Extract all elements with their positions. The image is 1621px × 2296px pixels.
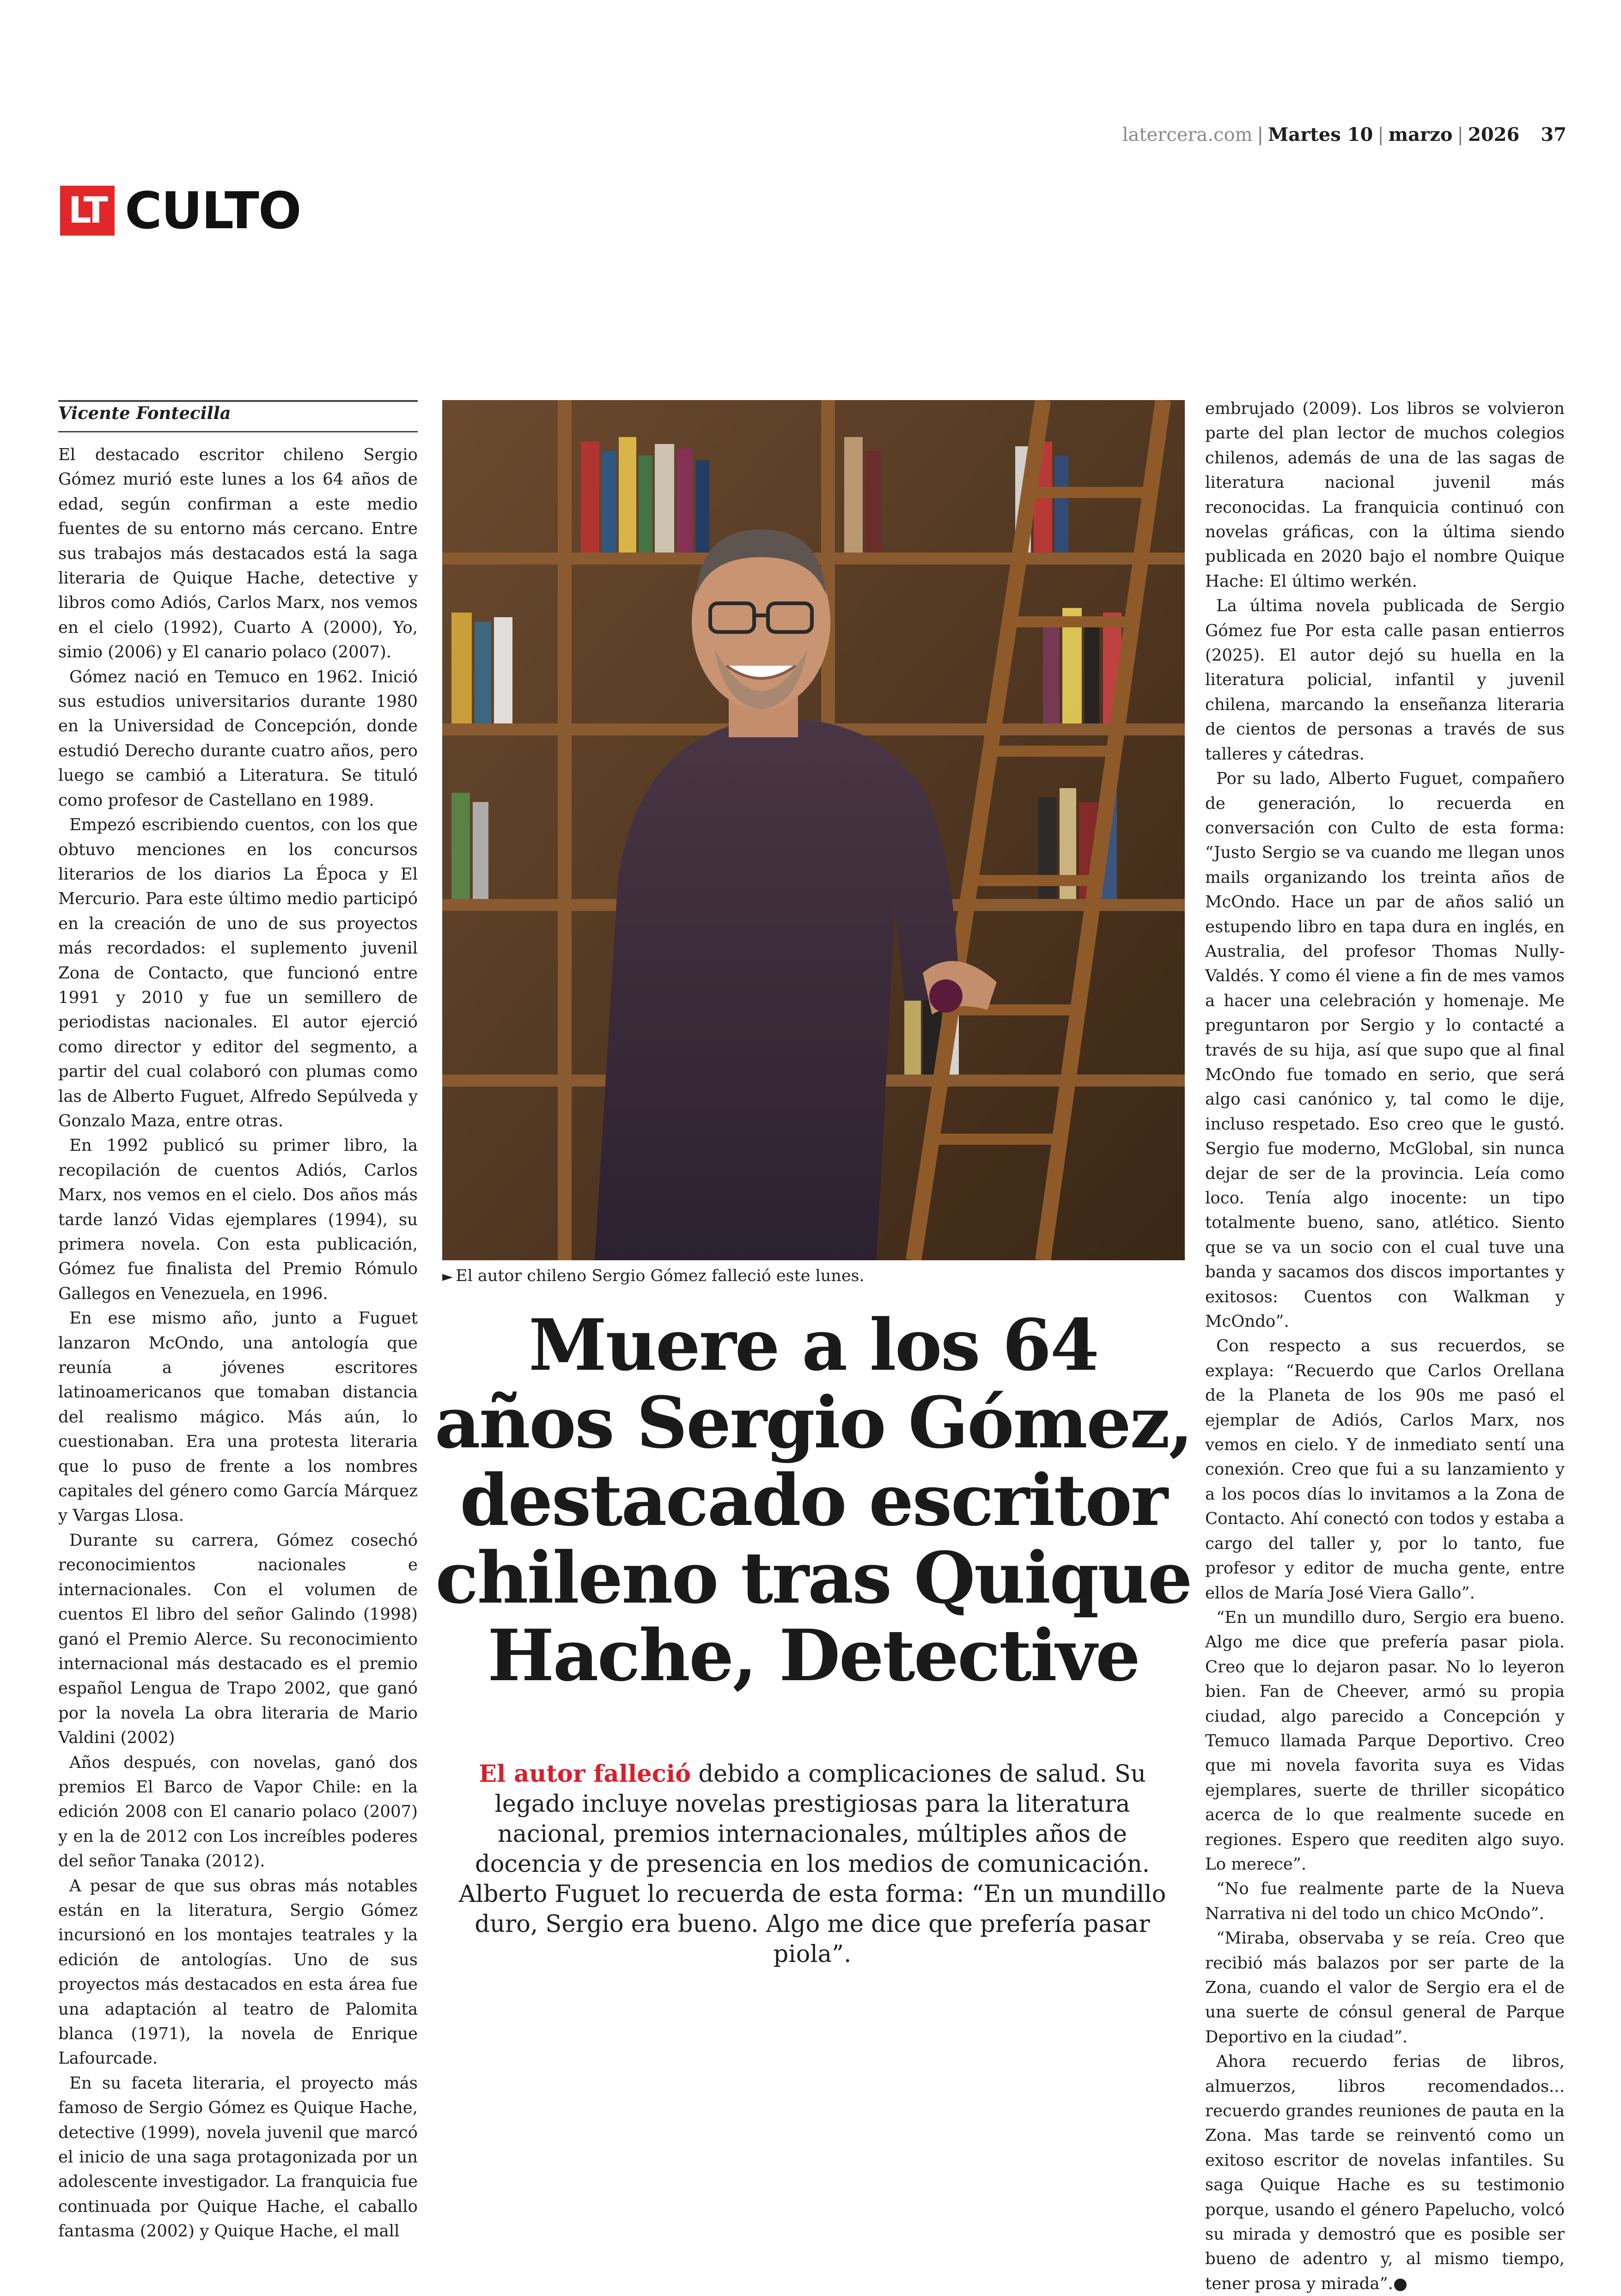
- site-name: latercera.com: [1122, 124, 1253, 146]
- paragraph: En ese mismo año, junto a Fuguet lanzaron McOndo, una antología que reunía a jóvenes escritores latinoamericanos que tomaban distancia del realismo mágico. Más aún, lo cuestionaban. Era una protesta literaria que lo puso de frente a los nombres capitales del género como García Márquez y Vargas Llosa.: [58, 1309, 418, 1525]
- deck-lead: El autor falleció: [479, 1760, 691, 1788]
- byline: Vicente Fontecilla: [58, 403, 231, 423]
- paragraph: Años después, con novelas, ganó dos premios El Barco de Vapor Chile: en la edición 2008 con El canario polaco (2007) y en la de 2012 con Los increíbles poderes del señor Tanaka (2012).: [58, 1753, 418, 1871]
- paragraph: La última novela publicada de Sergio Gómez fue Por esta calle pasan entierros (2025). El autor dejó su huella en la literatura policial, infantil y juvenil chilena, marcando la enseñanza literaria de cientos de personas a través de sus talleres y cátedras.: [1205, 596, 1565, 764]
- date-month: marzo: [1388, 124, 1453, 146]
- deck-text: debido a complicaciones de salud. Su legado incluye novelas prestigiosas para la literatura nacional, premios internacionales, múltiples años de docencia y de presencia en los medios de comunicación. Alberto Fuguet lo recuerda de esta forma: “En un mundillo duro, Sergio era bueno. Algo me dice que prefería pasar piola”.: [458, 1761, 1166, 1968]
- byline-top-rule: [58, 400, 418, 402]
- lt-logo: LT: [60, 186, 115, 236]
- page-folio: latercera.com | Martes 10 | marzo | 2026 37: [1122, 124, 1566, 146]
- paragraph: En su faceta literaria, el proyecto más famoso de Sergio Gómez es Quique Hache, detective (1999), novela juvenil que marcó el inicio de una saga protagonizada por un adolescente investigador. La franquicia fue continuada por Quique Hache, el caballo fantasma (2002) y Quique Hache, el mall: [58, 2073, 418, 2241]
- paragraph: “No fue realmente parte de la Nueva Narrativa ni del todo un chico McOndo”.: [1205, 1879, 1565, 1923]
- paragraph: El destacado escritor chileno Sergio Gómez murió este lunes a los 64 años de edad, según confirman a este medio fuentes de su entorno más cercano. Entre sus trabajos más destacados está la saga literaria de Quique Hache, detective y libros como Adiós, Carlos Marx, nos vemos en el cielo (1992), Cuarto A (2000), Yo, simio (2006) y El canario polaco (2007).: [58, 445, 418, 662]
- caption-marker-icon: ►: [442, 1269, 453, 1285]
- byline-bottom-rule: [58, 431, 418, 432]
- date-day: Martes 10: [1268, 124, 1373, 146]
- paragraph: Empezó escribiendo cuentos, con los que obtuvo menciones en los concursos literarios de los diarios La Época y El Mercurio. Para este último medio participó en la creación de uno de sus proyectos más recordados: el suplemento juvenil Zona de Contacto, que funcionó entre 1991 y 2010 y fue un semillero de periodistas nacionales. El autor ejerció como director y editor del segmento, a partir del cual colaboró con plumas como las de Alberto Fuguet, Alfredo Sepúlveda y Gonzalo Maza, entre otras.: [58, 815, 418, 1130]
- paragraph: Por su lado, Alberto Fuguet, compañero de generación, lo recuerda en conversación con Culto de esta forma: “Justo Sergio se va cuando me llegan unos mails organizando los treinta años de McOndo. Hace un par de años salió un estupendo libro en tapa dura en inglés, en Australia, del profesor Thomas Nully-Valdés. Y como él viene a fin de mes vamos a hacer una celebración y homenaje. Me preguntaron por Sergio y lo contacté a través de su hija, así que supo que al final McOndo fue tomado en serio, que será algo casi canónico y, tal como le dije, incluso respetado. Eso creo que le gustó. Sergio fue moderno, McGlobal, sin nunca dejar de ser de la provincia. Leía como loco. Tenía algo inocente: un tipo totalmente bueno, sano, atlético. Siento que se va un socio con el cual tuve una banda y sacamos dos discos importantes y exitosos: Cuentos con Walkman y McOndo”.: [1205, 769, 1565, 1331]
- article-column-right: [1205, 396, 1565, 2296]
- date-year: 2026: [1468, 124, 1520, 146]
- photo-caption: [442, 1267, 865, 1285]
- paragraph: Gómez nació en Temuco en 1962. Inició sus estudios universitarios durante 1980 en la Universidad de Concepción, donde estudió Derecho durante cuatro años, pero luego se cambió a Literatura. Se tituló como profesor de Castellano en 1989.: [58, 667, 418, 810]
- section-name: CULTO: [125, 181, 301, 240]
- headline: Muere a los 64 años Sergio Gómez, destacado escritor chileno tras Quique Hache, Detective: [434, 1304, 1192, 1697]
- paragraph: Con respecto a sus recuerdos, se explaya: “Recuerdo que Carlos Orellana de la Planeta de los 90s me pasó el ejemplar de Adiós, Carlos Marx, nos vemos en cielo. Y de inmediato sentí una conexión. Creo que fui a su lanzamiento y a los pocos días lo invitamos a la Zona de Contacto. Ahí conectó con todos y estaba a cargo del taller y, por lo tanto, fue profesor y editor de mucha gente, entre ellos de María José Viera Gallo”.: [1205, 1336, 1565, 1603]
- paragraph: En 1992 publicó su primer libro, la recopilación de cuentos Adiós, Carlos Marx, nos vemos en el cielo. Dos años más tarde lanzó Vidas ejemplares (1994), su primera novela. Con esta publicación, Gómez fue finalista del Premio Rómulo Gallegos en Venezuela, en 1996.: [58, 1136, 418, 1303]
- deck: [443, 1759, 1182, 1969]
- paragraph: “Miraba, observaba y se reía. Creo que recibió más balazos por ser parte de la Zona, cuando el valor de Sergio era el de una suerte de cónsul general de Parque Deportivo en la ciudad”.: [1205, 1929, 1565, 2047]
- paragraph: A pesar de que sus obras más notables están en la literatura, Sergio Gómez incursionó en los montajes teatrales y la edición de antologías. Uno de sus proyectos más destacados en esta área fue una adaptación al teatro de Palomita blanca (1971), la novela de Enrique Lafourcade.: [58, 1876, 418, 2068]
- paragraph: embrujado (2009). Los libros se volvieron parte del plan lector de muchos colegios chilenos, además de una de las sagas de literatura nacional juvenil más reconocidas. La franquicia continuó con novelas gráficas, con la última siendo publicada en 2020 bajo el nombre Quique Hache: El último werkén.: [1205, 399, 1565, 591]
- page-number: 37: [1541, 124, 1566, 146]
- paragraph: Ahora recuerdo ferias de libros, almuerzos, libros recomendados... recuerdo grandes reuniones de pauta en la Zona. Mas tarde se reinventó como un exitoso escritor de novelas infantiles. Su saga Quique Hache es su testimonio porque, usando el género Papelucho, volcó su mirada y demostró que es posible ser bueno de adentro y, al mismo tiempo, tener prosa y mirada”.: [1205, 2052, 1565, 2293]
- caption-text: El autor chileno Sergio Gómez falleció este lunes.: [456, 1267, 865, 1285]
- end-mark-icon: ●: [1393, 2274, 1408, 2293]
- author-portrait-photo: [442, 400, 1185, 1260]
- paragraph: “En un mundillo duro, Sergio era bueno. Algo me dice que prefería pasar piola. Creo que lo dejaron pasar. No lo leyeron bien. Fan de Cheever, armó su propia ciudad, algo parecido a Concepción y Temuco llamada Parque Deportivo. Creo que mi novela favorita suya es Vidas ejemplares, suerte de thriller sicopático acerca de lo que realmente sucede en regiones. Espero que reediten algo suyo. Lo merece”.: [1205, 1608, 1565, 1874]
- section-brand: [60, 183, 300, 238]
- paragraph: Durante su carrera, Gómez cosechó reconocimientos nacionales e internacionales. Con el volumen de cuentos El libro del señor Galindo (1998) ganó el Premio Alerce. Su reconocimiento internacional más destacado es el premio español Lengua de Trapo 2002, que ganó por la novela La obra literaria de Mario Valdini (2002): [58, 1531, 418, 1748]
- article-column-left: [58, 443, 418, 2244]
